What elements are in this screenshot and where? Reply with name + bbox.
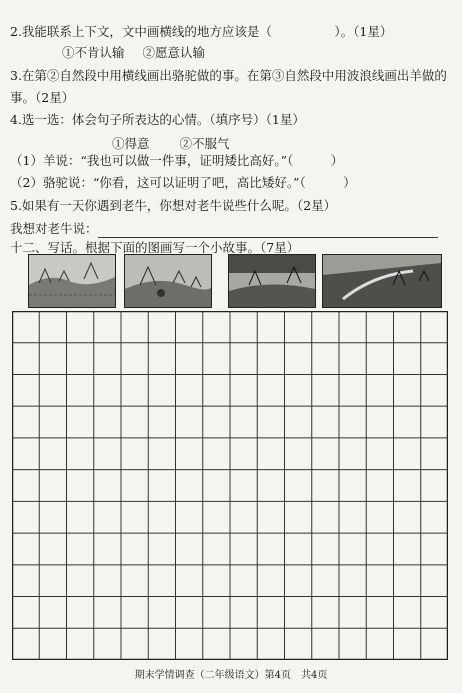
- q3-line1: 3.在第②自然段中用横线画出骆驼做的事。在第③自然段中用波浪线画出羊做的: [10, 68, 447, 83]
- q4-options: [112, 134, 230, 152]
- page-footer: 期末学情调查（二年级语文）第4页 共4页: [134, 670, 328, 681]
- q4-item-1: （1）羊说：“我也可以做一件事，证明矮比高好。”（ ）: [10, 153, 344, 168]
- story-picture-3: [228, 254, 316, 308]
- q2-text: 2.我能联系上下文，文中画横线的地方应该是（ ）。（1星）: [10, 24, 393, 39]
- writing-grid-lines: [12, 311, 448, 660]
- q4-title: 4.选一选：体会句子所表达的心情。（填序号）（1星）: [10, 112, 305, 127]
- writing-grid[interactable]: [12, 311, 448, 664]
- q2-option-2: ②愿意认输: [142, 45, 206, 60]
- story-pictures: [28, 254, 440, 306]
- q5-prompt: 我想对老牛说：: [10, 221, 98, 236]
- section12-title: 十二、写话。根据下面的图画写一个小故事。（7星）: [10, 240, 300, 255]
- story-picture-1: [28, 254, 116, 308]
- q4-item-2: （2）骆驼说：“你看，这可以证明了吧，高比矮好。”（ ）: [10, 175, 356, 190]
- q4-option-2: ②不服气: [179, 136, 230, 151]
- q3-line2: 事。（2星）: [10, 90, 75, 105]
- story-picture-4: [322, 254, 442, 308]
- q5-text: 5.如果有一天你遇到老牛，你想对老牛说些什么呢。（2星）: [10, 198, 337, 213]
- q2-options: [62, 45, 205, 60]
- q5-answer-line[interactable]: [98, 237, 438, 238]
- story-picture-2: [124, 254, 212, 308]
- q4-option-1: ①得意: [112, 136, 150, 151]
- q2-option-1: ①不肯认输: [62, 45, 125, 60]
